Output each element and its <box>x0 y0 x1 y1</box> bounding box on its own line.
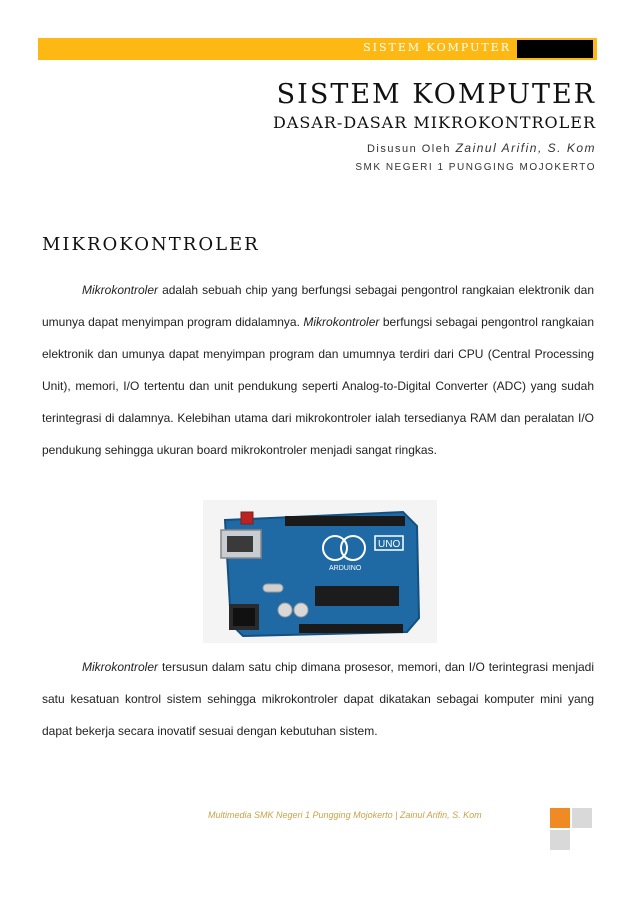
paragraph-1 <box>42 274 594 466</box>
author-prefix: Disusun Oleh <box>366 143 451 155</box>
term-mikrokontroler: Mikrokontroler <box>82 283 159 297</box>
footer-square-grey-1 <box>572 808 592 828</box>
arduino-board-image <box>203 500 437 643</box>
footer-text: Multimedia SMK Negeri 1 Pungging Mojokerto | Zainul Arifin, S. Kom <box>208 810 482 820</box>
header-bar-label: SISTEM KOMPUTER <box>363 41 511 54</box>
main-title: SISTEM KOMPUTER <box>276 79 596 110</box>
term-mikrokontroler-2: Mikrokontroler <box>303 315 380 329</box>
title-block <box>273 80 596 173</box>
school-name: SMK NEGERI 1 PUNGGING MOJOKERTO <box>355 162 596 173</box>
header-bar <box>38 38 597 60</box>
term-mikrokontroler-3: Mikrokontroler <box>82 660 159 674</box>
sub-title: DASAR-DASAR MIKROKONTROLER <box>272 113 596 132</box>
paragraph-1-text-a: adalah sebuah chip yang berfungsi sebagai pengontrol rangkaian elektronik dan umunya dapat menyimpan program didalamnya. <box>42 283 594 329</box>
header-black-box <box>517 40 593 58</box>
section-heading: MIKROKONTROLER <box>42 234 260 255</box>
author-name: Zainul Arifin, S. Kom <box>455 141 596 155</box>
arduino-board-illustration <box>203 500 437 643</box>
board-model-label: UNO <box>378 539 401 550</box>
board-brand-label: ARDUINO <box>329 565 362 572</box>
paragraph-2-text: tersusun dalam satu chip dimana prosesor, memori, dan I/O terintegrasi menjadi satu kesatuan kontrol sistem sehingga mikrokontroler dapat dikatakan sebagai komputer mini yang dapat bekerja secara inovatif sesuai dengan kebutuhan sistem. <box>42 660 594 738</box>
footer-square-grey-2 <box>550 830 570 850</box>
author-line <box>273 140 596 157</box>
paragraph-2 <box>42 651 594 747</box>
footer-square-orange <box>550 808 570 828</box>
paragraph-1-text-b: berfungsi sebagai pengontrol rangkaian elektronik dan umunya dapat menyimpan program dan umumnya terdiri dari CPU (Central Processing Unit), memori, I/O tertentu dan unit pendukung seperti Analog-to-Digital Converter (ADC) yang sudah terintegrasi di dalamnya. Kelebihan utama dari mikrokontroler ialah tersedianya RAM dan peralatan I/O pendukung sehingga ukuran board mikrokontroler menjadi sangat ringkas. <box>42 315 595 457</box>
